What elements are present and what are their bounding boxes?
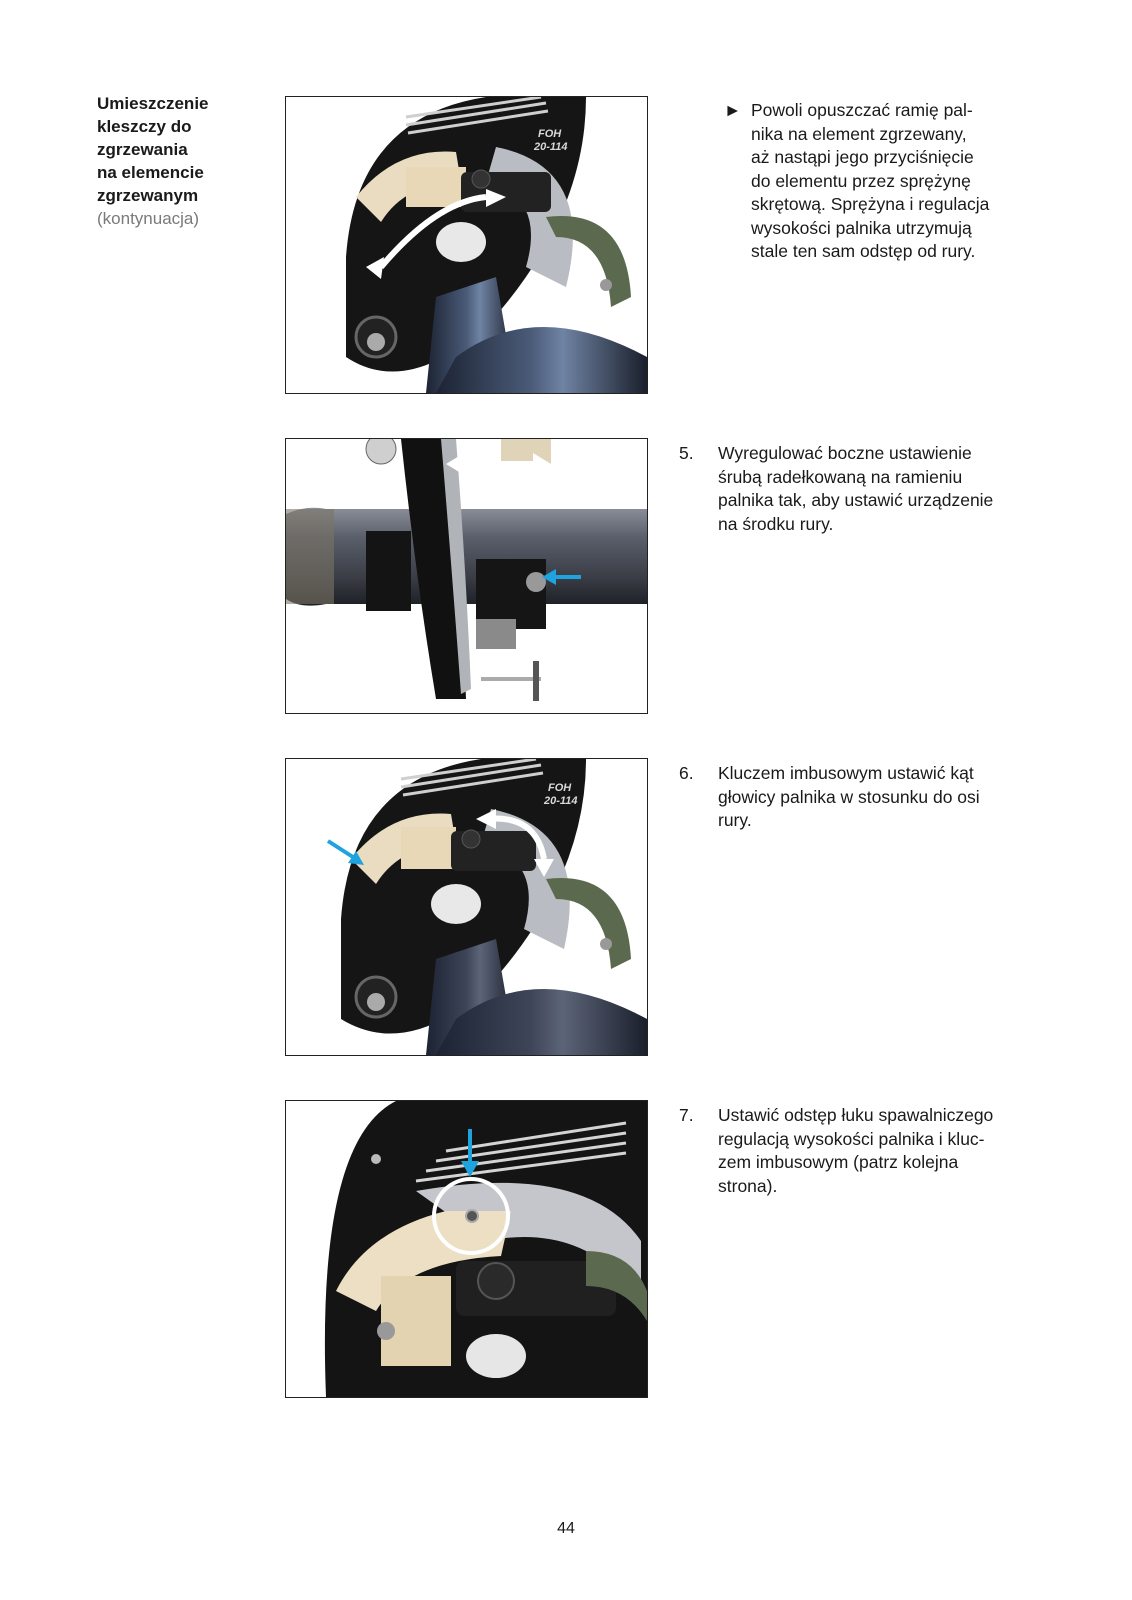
- heading-continuation: (kontynuacja): [97, 209, 200, 228]
- step-line: skrętową. Sprężyna i regulacja: [751, 194, 990, 214]
- step-text: [718, 1104, 1028, 1198]
- step-line: rury.: [718, 810, 752, 830]
- plate-label: 20-114: [544, 795, 578, 807]
- heading-line: zgrzewanym: [97, 186, 199, 205]
- page-number: 44: [557, 1520, 575, 1537]
- step-number: 6.: [679, 763, 694, 783]
- heading-line: Umieszczenie: [97, 94, 209, 113]
- step-line: głowicy palnika w stosunku do osi: [718, 786, 980, 807]
- step-line: nika na element zgrzewany,: [751, 123, 967, 144]
- heading-line: na elemencie: [97, 163, 204, 182]
- step-line: palnika tak, aby ustawić urządzenie: [718, 490, 994, 510]
- step-text: [751, 99, 1051, 264]
- photo-torch-head-angle: [285, 758, 648, 1056]
- step-line: wysokości palnika utrzymują: [751, 217, 972, 238]
- step-line: zem imbusowym (patrz kolejna: [718, 1152, 959, 1172]
- step-line: aż nastąpi jego przyciśnięcie: [751, 147, 974, 167]
- plate-label: FOH: [548, 782, 572, 794]
- step-line: do elementu przez sprężynę: [751, 170, 971, 191]
- step-line: stale ten sam odstęp od rury.: [751, 241, 976, 261]
- step-line: strona).: [718, 1175, 778, 1196]
- step-line: śrubą radełkowaną na ramieniu: [718, 466, 963, 487]
- step-text: [718, 442, 1028, 536]
- step-line: Wyregulować boczne ustawienie: [718, 443, 972, 463]
- step-line: na środku rury.: [718, 513, 834, 534]
- photo-lateral-adjustment: [285, 438, 648, 714]
- photo-lowering-torch-arm: [285, 96, 648, 394]
- heading-line: kleszczy do: [97, 117, 192, 136]
- step-line: regulacją wysokości palnika i kluc-: [718, 1128, 985, 1149]
- plate-label: FOH: [538, 128, 562, 140]
- step-number: 7.: [679, 1105, 694, 1125]
- plate-label: 20-114: [534, 141, 568, 153]
- section-heading: [97, 92, 267, 230]
- bullet-marker: ►: [724, 100, 742, 120]
- heading-line: zgrzewania: [97, 140, 188, 159]
- photo-arc-gap: [285, 1100, 648, 1398]
- step-line: Powoli opuszczać ramię pal-: [751, 100, 973, 120]
- step-number: 5.: [679, 443, 694, 463]
- step-text: [718, 762, 1028, 833]
- step-line: Kluczem imbusowym ustawić kąt: [718, 763, 974, 783]
- step-line: Ustawić odstęp łuku spawalniczego: [718, 1105, 994, 1125]
